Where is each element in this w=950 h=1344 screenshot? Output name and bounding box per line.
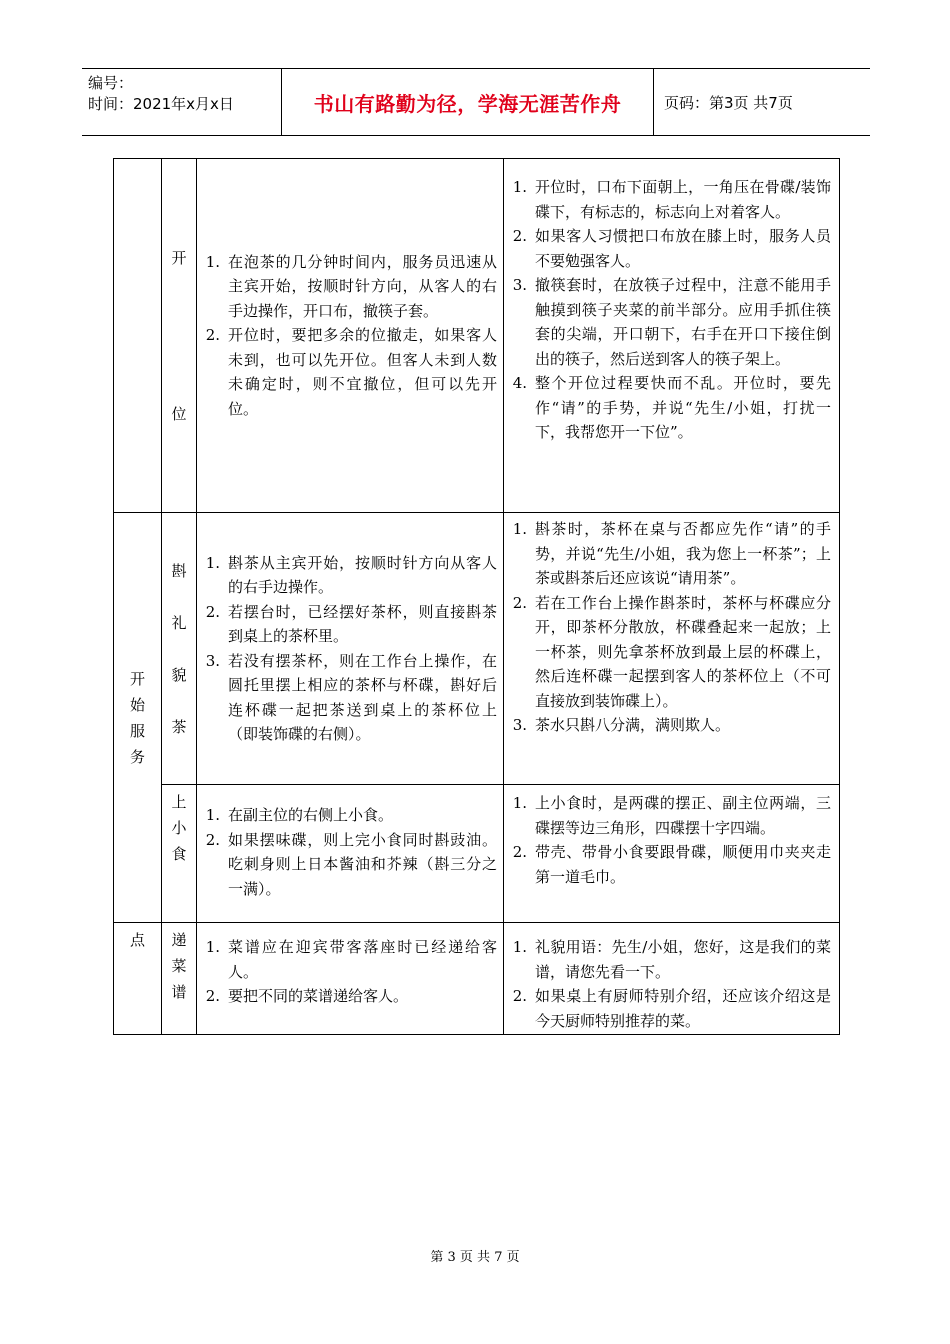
row-name: 斟礼貌茶 (171, 561, 187, 736)
row-name-cell (162, 923, 197, 1035)
row-name-cell (162, 159, 197, 513)
list-item: 2. 若摆台时，已经摆好茶杯，则直接斟茶到桌上的茶杯里。 (205, 602, 497, 645)
notes-list (504, 175, 839, 445)
list-item: 3. 若没有摆茶杯，则在工作台上操作，在圆托里摆上相应的茶杯与杯碟，斟好后连杯碟一起把茶送到桌上的茶杯位上（即装饰碟的右侧）。 (205, 651, 497, 743)
notes-cell (504, 159, 840, 513)
list-item: 1. 开位时，口布下面朝上，一角压在骨碟/装饰碟下，有标志的，标志向上对着客人。 (512, 178, 831, 221)
list-item: 1. 在泡茶的几分钟时间内，服务员迅速从主宾开始，按顺时针方向，从客人的右手边操作，开口布，撤筷子套。 (205, 252, 497, 320)
row-name-cell (162, 513, 197, 785)
header-page-label: 页码：第3页 共7页 (664, 93, 793, 112)
list-item: 1. 在副主位的右侧上小食。 (205, 806, 394, 824)
notes-list (504, 935, 839, 1033)
page-footer (0, 1246, 950, 1265)
list-item: 2. 带壳、带骨小食要跟骨碟，顺便用巾夹夹走第一道毛巾。 (512, 843, 831, 886)
list-item: 3. 茶水只斟八分满，满则欺人。 (512, 716, 731, 734)
group-label: 开始服务 (129, 669, 145, 766)
procedure-list (197, 803, 503, 901)
procedure-cell (197, 923, 504, 1035)
procedure-cell (197, 159, 504, 513)
list-item: 1. 礼貌用语：先生/小姐，您好，这是我们的菜谱，请您先看一下。 (512, 938, 831, 981)
group-cell (114, 513, 162, 923)
procedure-list (197, 935, 503, 1009)
group-cell-empty (114, 159, 162, 513)
procedure-list (197, 250, 503, 422)
header-page-cell (654, 69, 870, 135)
notes-list (504, 791, 839, 889)
list-item: 1. 菜谱应在迎宾带客落座时已经递给客人。 (205, 938, 497, 981)
list-item: 2. 如果桌上有厨师特别介绍，还应该介绍这是今天厨师特别推荐的菜。 (512, 987, 831, 1030)
list-item: 1. 斟茶从主宾开始，按顺时针方向从客人的右手边操作。 (205, 553, 497, 596)
list-item: 3. 撤筷套时，在放筷子过程中，注意不能用手触摸到筷子夹菜的前半部分。应用手抓住筷套的尖端，开口朝下，右手在开口下接住倒出的筷子，然后送到客人的筷子架上。 (512, 276, 831, 368)
header-motto-cell (282, 69, 654, 135)
list-item: 1. 斟茶时，茶杯在桌与否都应先作“请”的手势，并说“先生/小姐，我为您上一杯茶”；上茶或斟茶后还应该说“请用茶”。 (512, 520, 831, 587)
row-name: 上小食 (171, 793, 187, 863)
notes-list (504, 517, 839, 738)
procedure-cell (197, 785, 504, 923)
list-item: 2. 如果摆味碟，则上完小食同时斟豉油。吃刺身则上日本酱油和芥辣（斟三分之一满）。 (205, 830, 497, 898)
list-item: 1. 上小食时，是两碟的摆正、副主位两端，三碟摆等边三角形，四碟摆十字四端。 (512, 794, 831, 837)
page-header (82, 68, 870, 136)
document-date-label: 时间：2021年x月x日 (88, 95, 234, 113)
procedure-cell (197, 513, 504, 785)
notes-cell (504, 513, 840, 785)
list-item: 2. 如果客人习惯把口布放在膝上时，服务人员不要勉强客人。 (512, 227, 831, 270)
list-item: 2. 若在工作台上操作斟茶时，茶杯与杯碟应分开，即茶杯分散放，杯碟叠起来一起放；上一杯茶，则先拿茶杯放到最上层的杯碟上，然后连杯碟一起摆到客人的茶杯位上（不可直接放到装饰碟上）。 (512, 593, 831, 710)
table-row (114, 159, 840, 513)
row-name: 递菜谱 (171, 931, 187, 1001)
table-row (114, 785, 840, 923)
notes-cell (504, 923, 840, 1035)
header-motto: 书山有路勤为径，学海无涯苦作舟 (313, 91, 622, 116)
row-name-cell (162, 785, 197, 923)
footer-page-number: 第 3 页 共 7 页 (430, 1250, 520, 1265)
table-row (114, 923, 840, 1035)
list-item: 2. 要把不同的菜谱递给客人。 (205, 987, 409, 1005)
service-procedure-table (113, 158, 840, 1035)
row-name: 开位 (171, 248, 187, 423)
list-item: 2. 开位时，要把多余的位撤走，如果客人未到，也可以先开位。但客人未到人数未确定时，则不宜撤位，但可以先开位。 (205, 326, 497, 418)
document-number-label: 编号： (88, 74, 134, 92)
table-row (114, 513, 840, 785)
group-label: 点 (129, 931, 145, 949)
group-cell (114, 923, 162, 1035)
procedure-list (197, 551, 503, 747)
header-meta (82, 69, 282, 135)
list-item: 4. 整个开位过程要快而不乱。开位时，要先作“请”的手势，并说“先生/小姐，打扰一下，我帮您开一下位”。 (512, 374, 831, 441)
notes-cell (504, 785, 840, 923)
